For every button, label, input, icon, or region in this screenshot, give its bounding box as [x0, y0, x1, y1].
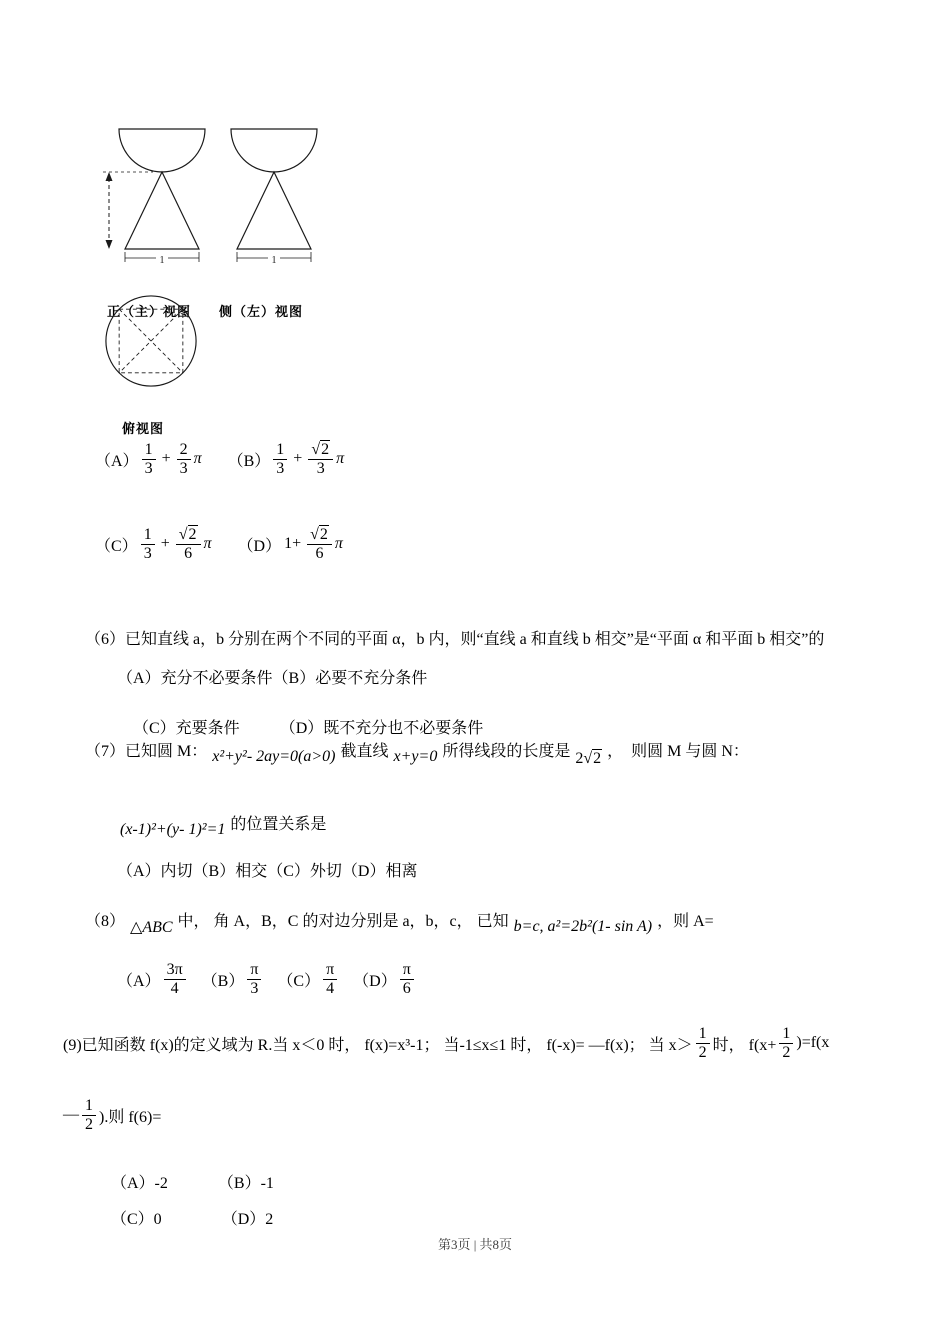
plus-operator: + [160, 535, 170, 552]
q7-segment-length [575, 750, 602, 768]
fraction [142, 441, 156, 478]
q8-tail: ，则 A= [657, 912, 714, 930]
sqrt-symbol: √ [310, 525, 319, 543]
fraction-denominator: 6 [315, 544, 324, 562]
base-dimension-label: 1 [159, 255, 165, 266]
coefficient: 2 [575, 750, 584, 767]
fraction-numerator: 1 [696, 1025, 710, 1044]
q9-part-1: (9)已知函数 f(x)的定义域为 R.当 x＜0 时， f(x)=x³-1； 当-1≤x≤1 时， f(-x)= —f(x)； 当 x＞ [63, 1036, 693, 1054]
q7-options: （A）内切（B）相交（C）外切（D）相离 [117, 863, 418, 880]
fraction [176, 526, 201, 563]
radicand: 2 [319, 525, 328, 543]
q8-option-d-label: （D） [353, 972, 397, 990]
q8-equation: b=c, a²=2b²(1- sin A) [513, 918, 653, 935]
q8-option-b-label: （B） [201, 972, 245, 990]
q8-lead: （8） [85, 912, 126, 930]
page-number: 第3页 | 共8页 [437, 1237, 513, 1252]
fraction [247, 961, 261, 998]
pi-symbol: π [336, 450, 345, 467]
q8-triangle-abc: △ABC [130, 919, 173, 936]
q5-option-c-label: （C） [95, 537, 138, 555]
q5-option-b-label: （B） [227, 452, 271, 470]
q9-part-4: — [63, 1106, 79, 1123]
dimension-arrow-down [106, 240, 113, 249]
side-view-label: 侧（左）视图 [218, 304, 303, 319]
fraction-numerator: π [323, 961, 337, 980]
sqrt-symbol: √ [178, 525, 188, 543]
fraction-denominator: 3 [179, 459, 188, 477]
q7-line-equation: x+y=0 [393, 748, 438, 765]
radicand: 2 [593, 750, 602, 767]
q5-option-d-lead: 1+ [284, 535, 302, 552]
fraction [164, 961, 186, 998]
fraction [273, 441, 287, 478]
fraction-numerator: 1 [141, 526, 155, 545]
fraction-numerator: 1 [779, 1025, 793, 1044]
q7-mid-1: 截直线 [340, 742, 389, 760]
fraction-numerator: 2 [177, 441, 191, 460]
fraction-denominator: 3 [250, 979, 259, 997]
fraction [307, 526, 332, 563]
fraction [323, 961, 337, 998]
q8-option-a-label: （A） [117, 972, 161, 990]
q7-circle-m-equation: x²+y²- 2ay=0(a>0) [212, 748, 336, 765]
top-view-drawing [102, 292, 200, 390]
fraction [400, 961, 414, 998]
q9-part-5: ).则 f(6)= [99, 1108, 162, 1126]
q6-stem: （6）已知直线 a，b 分别在两个不同的平面 α，b 内，则“直线 a 和直线 b 相交”是“平面 α 和平面 b 相交”的 [85, 631, 825, 648]
fraction-denominator: 2 [782, 1043, 791, 1061]
top-view-label: 俯视图 [121, 421, 164, 436]
fraction-numerator: 3π [164, 961, 186, 980]
fraction [82, 1097, 96, 1134]
triangle-shape [237, 172, 311, 249]
radicand: 2 [321, 440, 330, 458]
semicircle-shape [231, 129, 317, 172]
q8-option-c-label: （C） [277, 972, 321, 990]
q6-option-c: （C）充要条件 [133, 720, 240, 737]
q6-options-ab: （A）充分不必要条件（B）必要不充分条件 [117, 670, 428, 687]
fraction-numerator: π [247, 961, 261, 980]
q9-option-d: （D）2 [221, 1211, 274, 1228]
pi-symbol: π [203, 535, 212, 552]
q9-part-2: 时， f(x+ [712, 1036, 777, 1054]
base-dimension-label: 1 [271, 255, 277, 266]
fraction [177, 441, 191, 478]
fraction-denominator: 3 [276, 459, 285, 477]
q9-option-b: （B）-1 [217, 1175, 274, 1192]
q9-option-a: （A）-2 [111, 1175, 168, 1192]
q7-stem-line-2 [120, 800, 326, 844]
front-view-label: 正（主）视图 [106, 304, 191, 319]
q7-lead: （7）已知圆 M： [85, 742, 208, 760]
fraction-numerator: 1 [142, 441, 156, 460]
fraction [696, 1025, 710, 1062]
q9-stem-line-1 [63, 1016, 829, 1070]
plus-operator: + [293, 450, 303, 467]
fraction-numerator: 1 [273, 441, 287, 460]
fraction-denominator: 2 [85, 1115, 93, 1133]
q5-option-a-label: （A） [95, 452, 139, 470]
fraction-denominator: 2 [698, 1043, 707, 1061]
q9-option-c: （C）0 [111, 1211, 162, 1228]
q8-stem [85, 896, 714, 942]
fraction-denominator: 3 [143, 544, 152, 562]
fraction-denominator: 3 [316, 459, 325, 477]
q7-tail: ， 则圆 M 与圆 N： [607, 742, 749, 760]
q5-options-row-2 [95, 518, 343, 570]
fraction-denominator: 6 [184, 544, 193, 562]
fraction [141, 526, 155, 563]
fraction-denominator: 4 [170, 979, 179, 997]
dimension-arrow-up [106, 172, 113, 181]
fraction-numerator [176, 526, 201, 545]
fraction [308, 441, 333, 478]
side-view-drawing [213, 121, 325, 273]
fraction-denominator: 4 [326, 979, 335, 997]
radicand: 2 [188, 525, 197, 543]
sqrt-symbol: √ [311, 440, 321, 458]
q9-part-3: )=f(x [796, 1034, 830, 1051]
q5-option-d-label: （D） [237, 537, 282, 555]
plus-operator: + [161, 450, 171, 467]
fraction-numerator [308, 441, 333, 460]
q8-options [117, 953, 417, 1005]
q5-options-row-1 [95, 433, 344, 485]
fraction-denominator: 3 [144, 459, 153, 477]
pi-symbol: π [193, 450, 202, 467]
q6-option-d: （D）既不充分也不必要条件 [279, 720, 484, 737]
fraction-numerator: π [400, 961, 414, 980]
fraction [779, 1025, 793, 1062]
fraction-denominator: 6 [402, 979, 411, 997]
q7-stem-line-1 [85, 726, 749, 772]
pi-symbol: π [334, 535, 343, 552]
semicircle-shape [119, 129, 205, 172]
q9-stem-line-2 [63, 1088, 161, 1142]
triangle-shape [125, 172, 199, 249]
q7-mid-2: 所得线段的长度是 [442, 742, 571, 760]
figure-side-view [197, 103, 325, 356]
fraction-numerator [307, 526, 332, 545]
q8-mid: 中， 角 A，B，C 的对边分别是 a，b，c， 已知 [177, 912, 509, 930]
fraction-numerator: 1 [82, 1097, 96, 1116]
q7-circle-n-equation: (x-1)²+(y- 1)²=1 [120, 821, 226, 838]
sqrt-symbol: √ [583, 750, 593, 767]
q7-line2-tail: 的位置关系是 [230, 815, 327, 833]
